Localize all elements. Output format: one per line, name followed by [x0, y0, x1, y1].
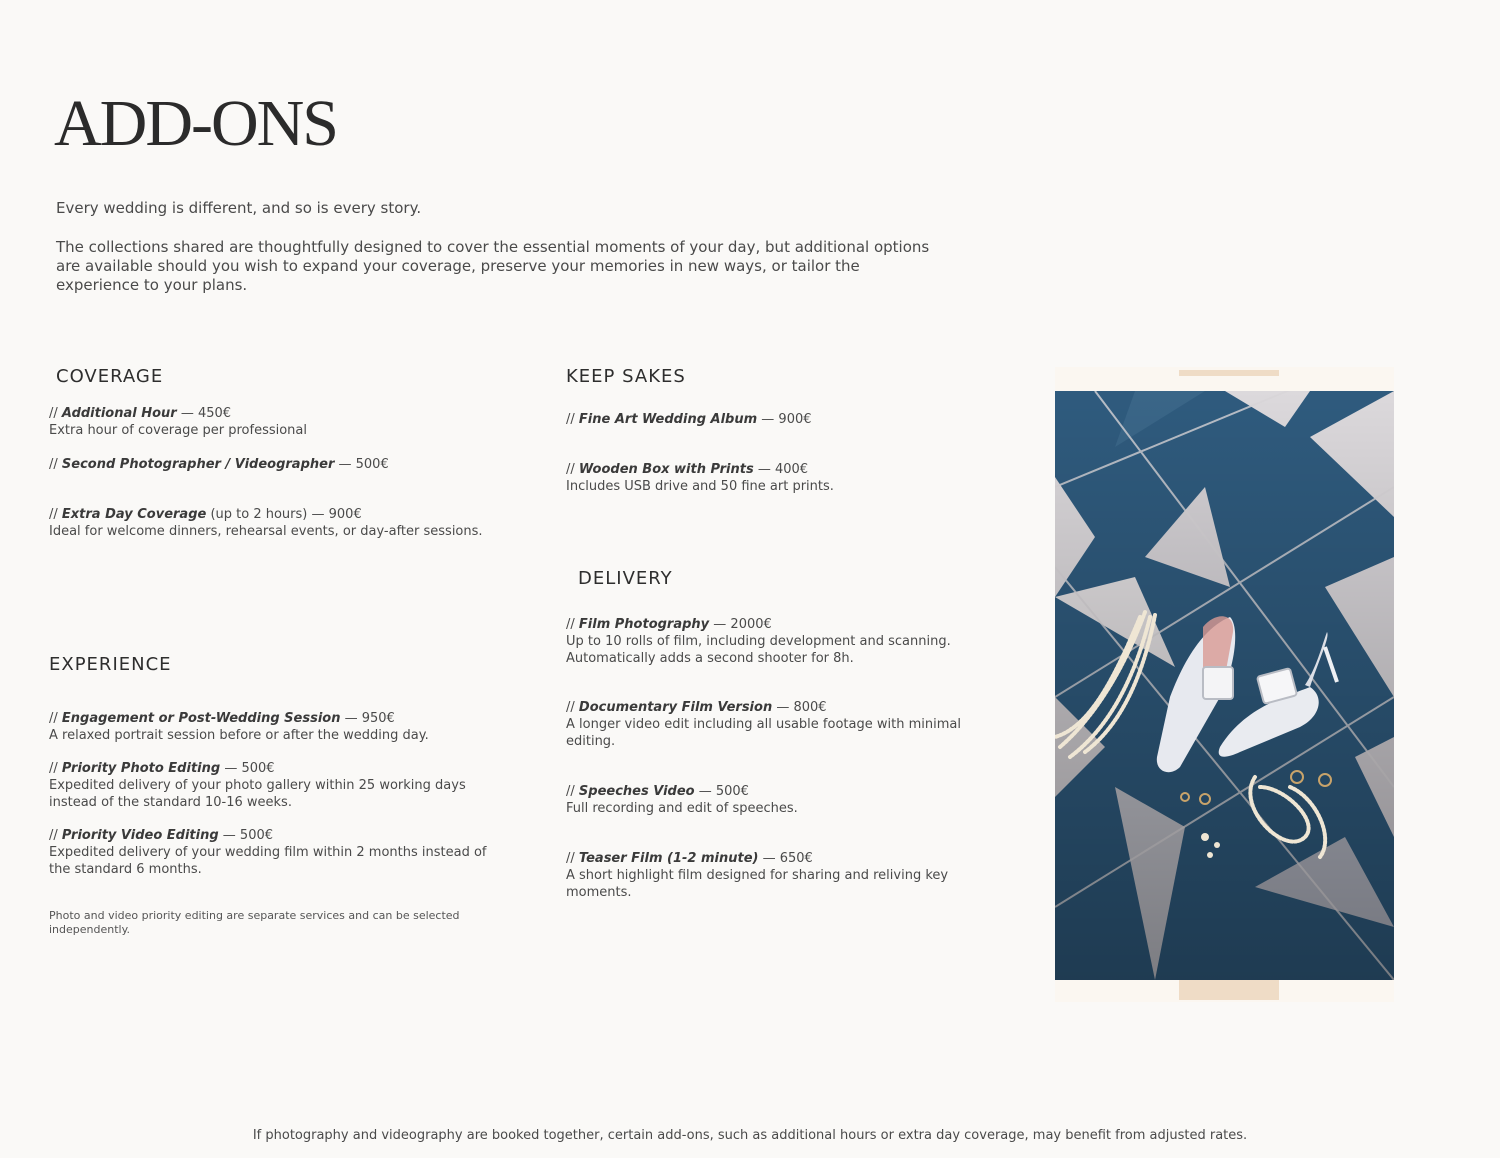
item-price: — 950€ — [340, 711, 395, 726]
item-name: Additional Hour — [61, 406, 177, 421]
item-prefix: // — [566, 617, 579, 632]
item-name: Fine Art Wedding Album — [578, 412, 758, 427]
item-prefix: // — [49, 406, 62, 421]
item-price: — 900€ — [307, 507, 362, 522]
addon-item — [49, 506, 509, 540]
item-price: — 500€ — [334, 457, 389, 472]
item-name: Priority Photo Editing — [61, 761, 221, 776]
section-title-keepsakes: KEEP SAKES — [566, 366, 686, 387]
item-price: — 500€ — [220, 761, 275, 776]
item-prefix: // — [49, 507, 62, 522]
addon-item — [49, 710, 499, 744]
item-prefix: // — [49, 761, 62, 776]
item-prefix: // — [566, 462, 579, 477]
item-name: Engagement or Post-Wedding Session — [61, 711, 341, 726]
addon-item — [566, 411, 986, 428]
item-name: Documentary Film Version — [578, 700, 773, 715]
item-prefix: // — [49, 711, 62, 726]
addon-item — [566, 461, 986, 495]
addon-item — [566, 850, 966, 901]
item-description: Extra hour of coverage per professional — [49, 423, 308, 438]
item-prefix: // — [566, 700, 579, 715]
item-price: — 650€ — [758, 851, 813, 866]
item-price: — 450€ — [176, 406, 232, 421]
item-description: Expedited delivery of your photo gallery within 25 working days instead of the standard 10-16 weeks. — [49, 778, 466, 810]
item-prefix: // — [566, 412, 579, 427]
item-prefix: // — [566, 784, 579, 799]
section-title-coverage: COVERAGE — [56, 366, 164, 387]
wedding-shoes-photo — [1055, 367, 1394, 1002]
item-description: Expedited delivery of your wedding film within 2 months instead of the standard 6 months. — [49, 845, 487, 877]
item-description: A relaxed portrait session before or after the wedding day. — [49, 728, 429, 743]
addon-item — [49, 760, 489, 811]
section-title-delivery: DELIVERY — [578, 568, 673, 589]
item-extra: (up to 2 hours) — [206, 507, 308, 522]
item-price: — 400€ — [753, 462, 809, 477]
item-name: Teaser Film (1-2 minute) — [578, 851, 759, 866]
item-description: Full recording and edit of speeches. — [566, 801, 798, 816]
item-name: Extra Day Coverage — [61, 507, 207, 522]
item-description: A longer video edit including all usable footage with minimal editing. — [566, 717, 961, 749]
item-description: A short highlight film designed for sharing and reliving key moments. — [566, 868, 949, 900]
section-title-experience: EXPERIENCE — [49, 654, 172, 675]
item-description: Ideal for welcome dinners, rehearsal events, or day-after sessions. — [49, 524, 483, 539]
footer-note: If photography and videography are booked together, certain add-ons, such as additional hours or extra day coverage, may benefit from adjusted rates. — [252, 1128, 1248, 1143]
item-description: Includes USB drive and 50 fine art prints. — [566, 479, 834, 494]
item-name: Speeches Video — [578, 784, 695, 799]
addon-item — [49, 405, 509, 439]
item-price: — 2000€ — [709, 617, 772, 632]
intro-paragraph: The collections shared are thoughtfully designed to cover the essential moments of your day, but additional options are available should you wish to expand your coverage, preserve your memories in new ways, or tailor the experience to your plans. — [56, 238, 930, 294]
item-name: Priority Video Editing — [61, 828, 219, 843]
item-description: Up to 10 rolls of film, including development and scanning. Automatically adds a second shooter for 8h. — [566, 634, 951, 666]
addon-item — [49, 827, 499, 878]
item-price: — 500€ — [694, 784, 749, 799]
addon-item — [566, 783, 976, 817]
page-title: ADD-ONS — [54, 87, 337, 160]
addon-item — [566, 699, 976, 750]
item-name: Second Photographer / Videographer — [61, 457, 335, 472]
item-prefix: // — [49, 828, 62, 843]
addon-item — [49, 456, 509, 473]
item-price: — 500€ — [218, 828, 274, 843]
item-prefix: // — [566, 851, 579, 866]
item-prefix: // — [49, 457, 62, 472]
item-name: Film Photography — [578, 617, 710, 632]
item-price: — 800€ — [772, 700, 827, 715]
item-price: — 900€ — [757, 412, 812, 427]
addon-item — [566, 616, 976, 667]
priority-editing-note: Photo and video priority editing are separate services and can be selected independently. — [49, 909, 460, 936]
intro-line: Every wedding is different, and so is every story. — [56, 199, 422, 217]
item-name: Wooden Box with Prints — [578, 462, 754, 477]
